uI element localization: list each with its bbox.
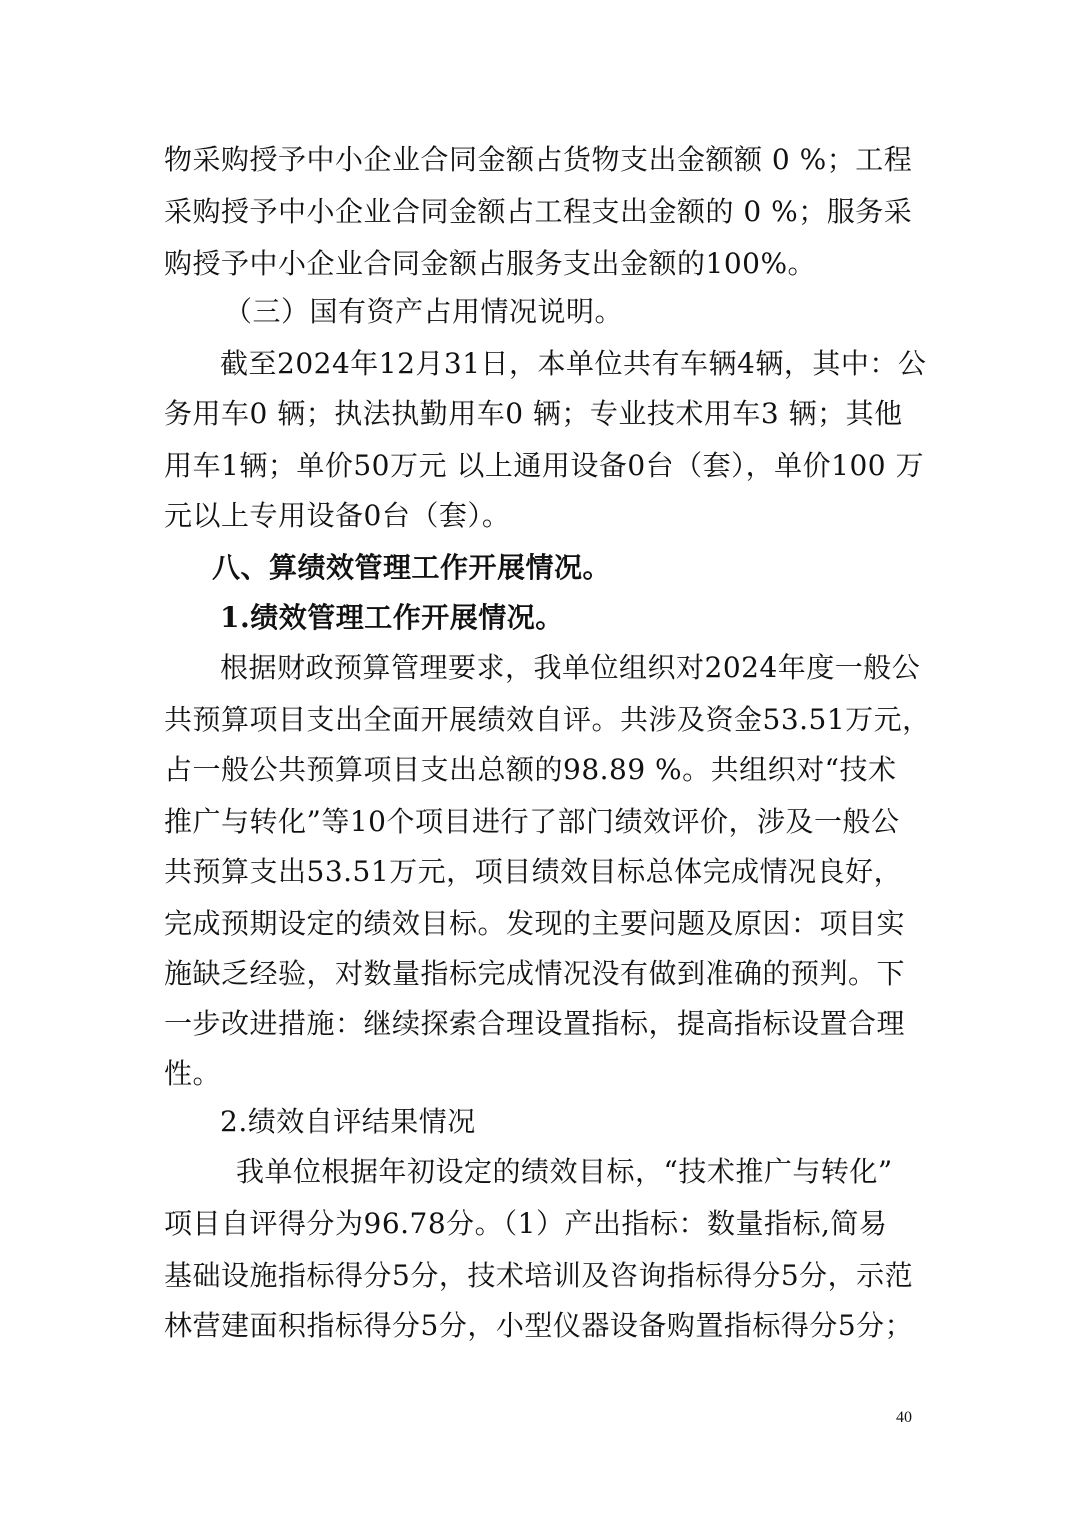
body-text-line: 采购授予中小企业合同金额占工程支出金额的 0 %；服务采 xyxy=(164,195,913,228)
body-text-line: 截至2024年12月31日，本单位共有车辆4辆，其中：公 xyxy=(220,347,927,380)
body-text-line: 根据财政预算管理要求，我单位组织对2024年度一般公 xyxy=(220,651,921,684)
body-text-line: 性。 xyxy=(164,1057,222,1090)
page-number: 40 xyxy=(896,1409,912,1426)
body-text-line: 我单位根据年初设定的绩效目标，“技术推广与转化” xyxy=(236,1155,893,1188)
body-text-line: 项目自评得分为96.78分。（1）产出指标：数量指标,简易 xyxy=(164,1207,888,1240)
subsection-heading: 1.绩效管理工作开展情况。 xyxy=(220,601,564,634)
body-text-line: 务用车0 辆；执法执勤用车0 辆；专业技术用车3 辆；其他 xyxy=(164,397,903,430)
body-text-line: 元以上专用设备0台（套）。 xyxy=(164,499,511,532)
body-text-line: 占一般公共预算项目支出总额的98.89 %。共组织对“技术 xyxy=(164,753,897,786)
body-text-line: 共预算项目支出全面开展绩效自评。共涉及资金53.51万元， xyxy=(164,703,931,736)
body-text-line: 施缺乏经验，对数量指标完成情况没有做到准确的预判。下 xyxy=(164,957,906,990)
body-text-line: 购授予中小企业合同金额占服务支出金额的100%。 xyxy=(164,247,817,280)
section-heading: 八、算绩效管理工作开展情况。 xyxy=(212,551,612,584)
body-text-line: 完成预期设定的绩效目标。发现的主要问题及原因：项目实 xyxy=(164,907,906,940)
body-text-line: 林营建面积指标得分5分，小型仪器设备购置指标得分5分； xyxy=(164,1309,914,1342)
body-text-line: 推广与转化”等10个项目进行了部门绩效评价，涉及一般公 xyxy=(164,805,900,838)
body-text-line: 物采购授予中小企业合同金额占货物支出金额额 0 %；工程 xyxy=(164,143,913,176)
subsection-heading: （三）国有资产占用情况说明。 xyxy=(224,295,624,328)
body-text-line: 一步改进措施：继续探索合理设置指标，提高指标设置合理 xyxy=(164,1007,906,1040)
body-text-line: 基础设施指标得分5分，技术培训及咨询指标得分5分，示范 xyxy=(164,1259,914,1292)
body-text-line: 共预算支出53.51万元，项目绩效目标总体完成情况良好， xyxy=(164,855,903,888)
subsection-heading: 2.绩效自评结果情况 xyxy=(220,1105,476,1138)
body-text-line: 用车1辆；单价50万元 以上通用设备0台（套），单价100 万 xyxy=(164,449,925,482)
